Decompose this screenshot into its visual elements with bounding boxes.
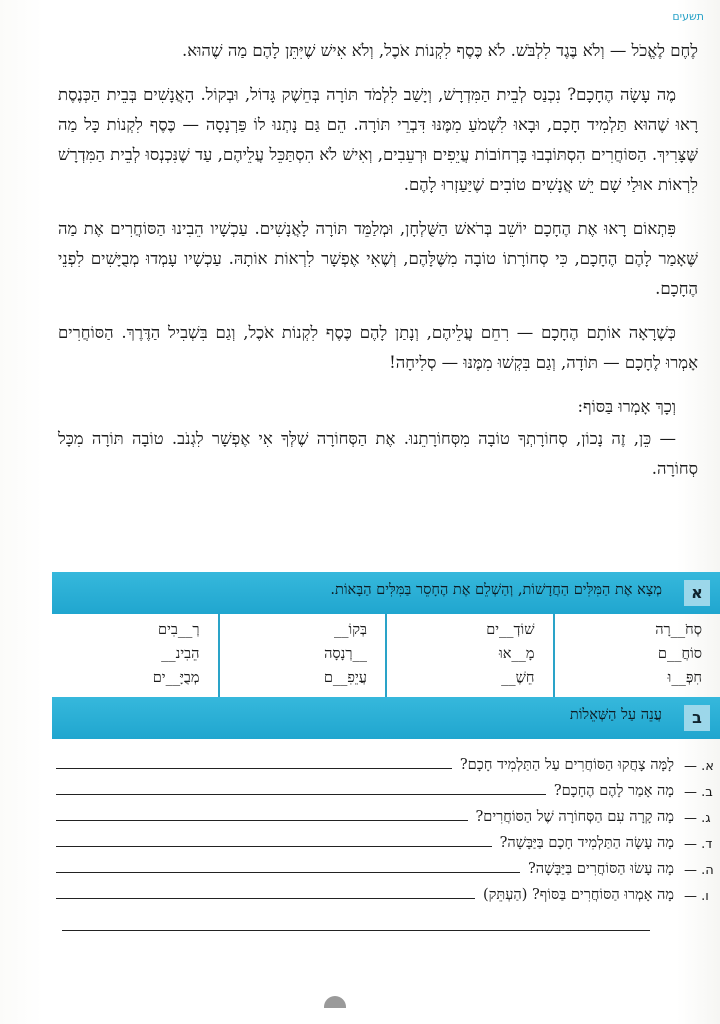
fill-in-word[interactable]: חִפְּ__וּ	[667, 670, 702, 687]
question-number: ו. —	[684, 889, 709, 904]
question-row	[52, 826, 720, 852]
page-hole-mark	[324, 996, 346, 1008]
exercise-a-letter: א	[684, 580, 710, 606]
answer-line[interactable]	[56, 820, 468, 821]
answer-line[interactable]	[56, 768, 452, 769]
answer-line[interactable]	[56, 872, 520, 873]
story-paragraph: כְּשֶׁרָאָה אוֹתָם הֶחָכָם — רִחֵם עֲלֵיהֶם, וְנָתַן לָהֶם כֶּסֶף לִקְנוֹת אֹכֶל, וְגַם בִּשְׁבִיל הַדֶּרֶךְ. הַסּוֹחֲרִים אָמְרוּ לֶחָכָם — תּוֹדָה, וְגַם בִּקְשׁוּ מִמֶּנּוּ — סְלִיחָה!	[58, 323, 698, 372]
fill-in-word[interactable]: סְחֹ__רָה	[655, 621, 702, 638]
exercise-b-questions	[52, 748, 720, 904]
fill-in-word[interactable]: בְּקוֹ__	[334, 621, 367, 638]
question-text: מָה עָשׂוּ הַסּוֹחֲרִים בַּיַּבָּשָׁה?	[528, 861, 674, 877]
question-row	[52, 852, 720, 878]
question-text: מָה עָשָׂה הַתַּלְמִיד חָכָם בַּיַּבָּשָׁה?	[499, 835, 674, 851]
word-column	[385, 614, 553, 697]
answer-line[interactable]	[56, 794, 546, 795]
exercise-a-header	[52, 572, 720, 614]
word-column	[553, 614, 720, 697]
story-paragraph: לֶחֶם לֶאֱכֹל — וְלֹא בֶּגֶד לִלְבֹּשׁ. לֹא כֶּסֶף לִקְנוֹת אֹכֶל, וְלֹא אִישׁ שֶׁיִּתֵּן לָהֶם מַה שֶׁהוּא.	[182, 41, 698, 60]
question-text: מָה אָמַר לָהֶם הֶחָכָם?	[553, 783, 674, 799]
fill-in-word[interactable]: __רְנָסָה	[324, 645, 367, 662]
answer-line[interactable]	[56, 898, 475, 899]
fill-in-word[interactable]: הֵבִינ__	[161, 645, 200, 662]
word-column	[52, 614, 218, 697]
question-row	[52, 748, 720, 774]
fill-in-word[interactable]: סוֹחֲ__ם	[657, 645, 702, 662]
fill-in-word[interactable]: חֵשֶׁ__	[501, 670, 535, 687]
word-column	[218, 614, 386, 697]
story-paragraph: וְכָךְ אָמְרוּ בַּסּוֹף:	[577, 397, 676, 416]
exercise-b-instruction: עֲנֵה עַל הַשְּׁאֵלוֹת	[569, 707, 662, 723]
story-paragraph: פִּתְאוֹם רָאוּ אֶת הֶחָכָם יוֹשֵׁב בְּרֹאשׁ הַשֻּׁלְחָן, וּמְלַמֵּד תּוֹרָה לָאֲנָשִׁים. עַכְשָׁיו הֵבִינוּ הַסּוֹחֲרִים אֶת מַה שֶּׁאָמַר לָהֶם הֶחָכָם, כִּי סְחוֹרָתוֹ טוֹבָה מִשֶּׁלָּהֶם, וְשֶׁאִי אֶפְשָׁר לִרְאוֹת אוֹתָהּ. עַכְשָׁיו עָמְדוּ מְבֻיָּשִׁים לִפְנֵי הֶחָכָם.	[58, 219, 698, 298]
question-number: ה. —	[684, 863, 714, 878]
question-text: מָה אָמְרוּ הַסּוֹחֲרִים בַּסּוֹף? (הַעְתֵּק)	[482, 887, 674, 903]
fill-in-word[interactable]: שׁוֹדְ__ים	[486, 621, 535, 638]
question-number: ב. —	[684, 785, 713, 800]
exercise-a-word-grid	[52, 614, 720, 697]
question-number: ד. —	[684, 837, 713, 852]
fill-in-word[interactable]: מָ__אוּ	[498, 645, 535, 662]
answer-line[interactable]	[56, 846, 492, 847]
question-number: ג. —	[684, 811, 711, 826]
exercise-a-instruction: מְצָא אֶת הַמִּלִּים הַחֲדָשׁוֹת, וְהַשְׁלֵם אֶת הֶחָסֵר בַּמִּלִּים הַבָּאוֹת.	[330, 582, 662, 598]
extra-answer-line[interactable]	[62, 930, 650, 931]
exercise-b-header	[52, 697, 720, 739]
page-number-label: תשעים	[672, 10, 704, 23]
fill-in-word[interactable]: עֲיֵפִ__ם	[323, 670, 367, 687]
question-text: לָמָּה צָחֲקוּ הַסּוֹחֲרִים עַל הַתַּלְמִיד חָכָם?	[459, 757, 674, 773]
story-text	[58, 36, 698, 498]
question-number: א. —	[684, 759, 714, 774]
question-row	[52, 800, 720, 826]
story-paragraph: מֶה עָשָׂה הֶחָכָם? נִכְנַס לְבֵית הַמִּדְרָשׁ, וְיָשַׁב לִלְמֹד תּוֹרָה בְּחֵשֶׁק גָּדוֹל, וּבְקוֹל. הָאֲנָשִׁים בְּבֵית הַכְּנֶסֶת רָאוּ שֶׁהוּא תַּלְמִיד חָכָם, וּבָאוּ לִשְׁמֹעַ מִמֶּנּוּ דִּבְרֵי תּוֹרָה. הֵם גַּם נָתְנוּ לוֹ פַּרְנָסָה — כֶּסֶף לִקְנוֹת כָּל מַה שֶּׁצָּרִיךְ. הַסּוֹחֲרִים הִסְתּוֹבְבוּ בָּרְחוֹבוֹת עֲיֵפִים וּרְעֵבִים, וְאִישׁ לֹא הִסְתַּכֵּל עֲלֵיהֶם, עַד שֶׁנִּכְנְסוּ לְבֵית הַמִּדְרָשׁ לִרְאוֹת אוּלַי שָׁם יֵשׁ אֲנָשִׁים טוֹבִים שֶׁיַּעַזְרוּ לָהֶם.	[58, 85, 698, 194]
question-text: מָה קָרָה עִם הַסְּחוֹרָה שֶׁל הַסּוֹחֲרִים?	[475, 809, 674, 825]
fill-in-word[interactable]: רְ__בִים	[158, 621, 200, 638]
question-row	[52, 774, 720, 800]
fill-in-word[interactable]: מְבֻיָּ__ים	[152, 670, 200, 687]
story-paragraph: — כֵּן, זֶה נָכוֹן, סְחוֹרָתְךָ טוֹבָה מִסְּחוֹרָתֵנוּ. אֶת הַסְּחוֹרָה שֶׁלְּךָ אִי אֶפְשָׁר לִגְנֹב. טוֹבָה תּוֹרָה מִכָּל סְחוֹרָה.	[58, 429, 698, 478]
exercise-b-letter: ב	[684, 705, 710, 731]
question-row	[52, 878, 720, 904]
